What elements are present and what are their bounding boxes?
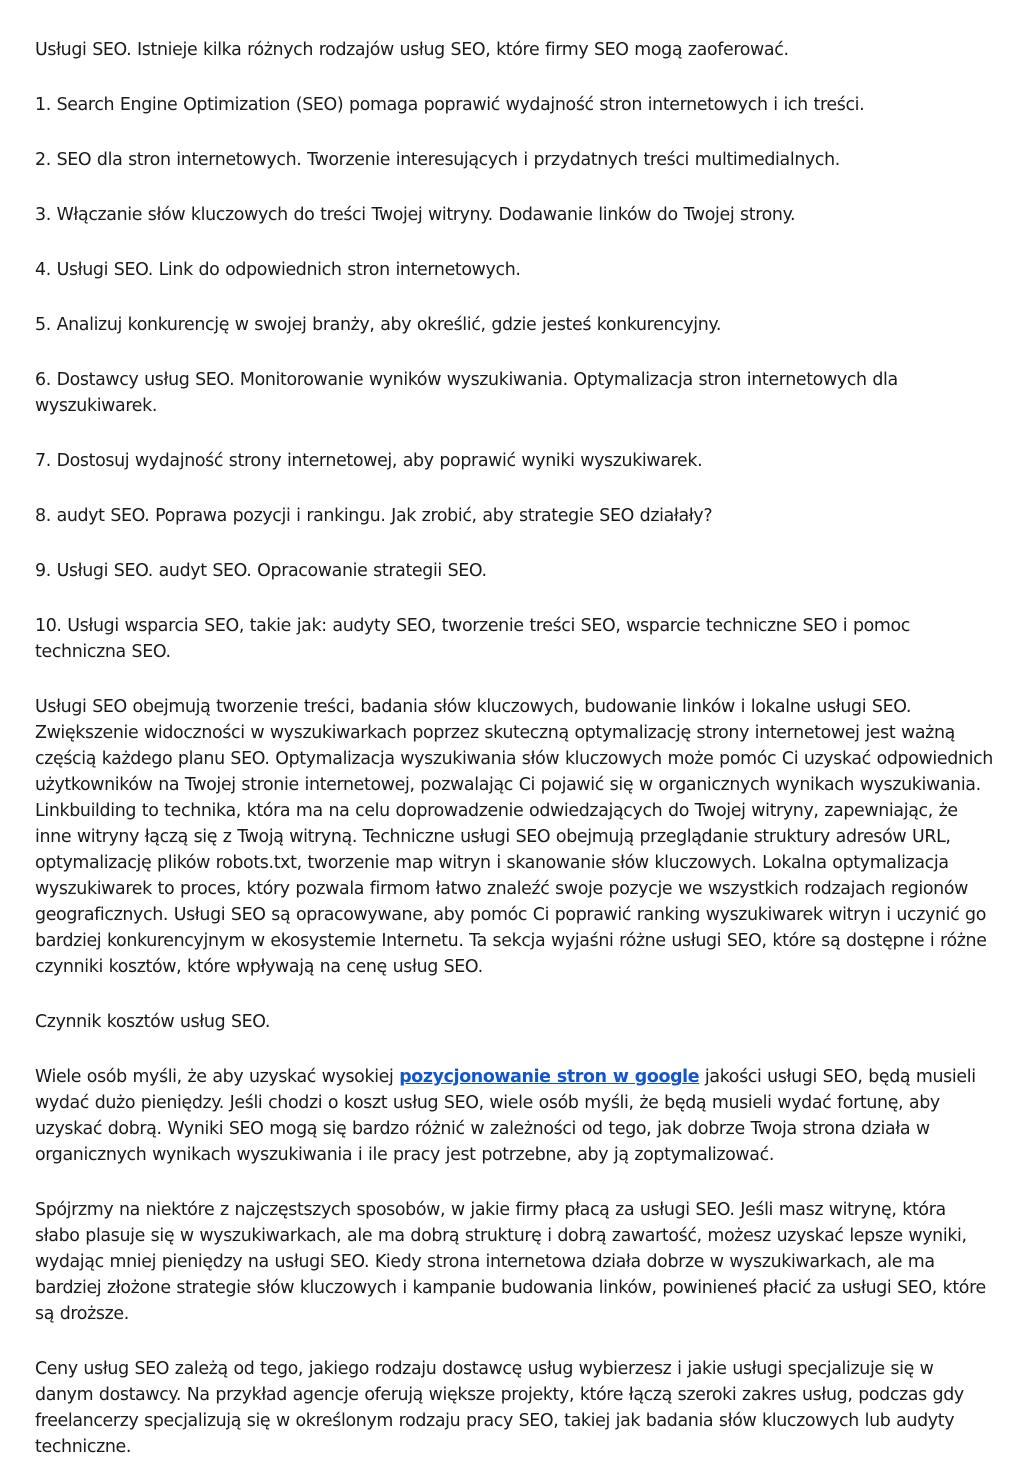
list-item: 2. SEO dla stron internetowych. Tworzenie interesujących i przydatnych treści multimedialnych. [35, 150, 840, 170]
list-item: 10. Usługi wsparcia SEO, takie jak: audyty SEO, tworzenie treści SEO, wsparcie techniczne SEO i pomoc techniczna SEO. [35, 616, 911, 662]
list-item: 7. Dostosuj wydajność strony internetowej, aby poprawić wyniki wyszukiwarek. [35, 451, 703, 471]
intro-paragraph: Usługi SEO. Istnieje kilka różnych rodzajów usług SEO, które firmy SEO mogą zaoferować. [35, 40, 789, 60]
cost-paragraph [35, 1064, 993, 1168]
section-heading: Czynnik kosztów usług SEO. [35, 1012, 271, 1032]
list-item: 3. Włączanie słów kluczowych do treści Twojej witryny. Dodawanie linków do Twojej strony. [35, 205, 796, 225]
list-item: 9. Usługi SEO. audyt SEO. Opracowanie strategii SEO. [35, 561, 487, 581]
seo-google-link[interactable]: pozycjonowanie stron w google [399, 1067, 700, 1087]
list-item: 1. Search Engine Optimization (SEO) pomaga poprawić wydajność stron internetowych i ich treści. [35, 95, 865, 115]
list-item: 5. Analizuj konkurencję w swojej branży, aby określić, gdzie jesteś konkurencyjny. [35, 315, 722, 335]
overview-paragraph: Usługi SEO obejmują tworzenie treści, badania słów kluczowych, budowanie linków i lokalne usługi SEO. Zwiększenie widoczności w wyszukiwarkach poprzez skuteczną optymalizację strony internetowej jest ważną częścią każdego planu SEO. Optymalizacja wyszukiwania słów kluczowych może pomóc Ci uzyskać odpowiednich użytkowników na Twojej stronie internetowej, pozwalając Ci pojawić się w organicznych wynikach wyszukiwania. Linkbuilding to technika, która ma na celu doprowadzenie odwiedzających do Twojej witryny, zapewniając, że inne witryny łączą się z Twoją witryną. Techniczne usługi SEO obejmują przeglądanie struktury adresów URL, optymalizację plików robots.txt, tworzenie map witryn i skanowanie słów kluczowych. Lokalna optymalizacja wyszukiwarek to proces, który pozwala firmom łatwo znaleźć swoje pozycje we wszystkich rodzajach regionów geograficznych. Usługi SEO są opracowywane, aby pomóc Ci poprawić ranking wyszukiwarek witryn i uczynić go bardziej konkurencyjnym w ekosystemie Internetu. Ta sekcja wyjaśni różne usługi SEO, które są dostępne i różne czynniki kosztów, które wpływają na cenę usług SEO. [35, 697, 993, 977]
list-item: 6. Dostawcy usług SEO. Monitorowanie wyników wyszukiwania. Optymalizacja stron internetowych dla wyszukiwarek. [35, 370, 898, 416]
payment-paragraph: Spójrzmy na niektóre z najczęstszych sposobów, w jakie firmy płacą za usługi SEO. Jeśli masz witrynę, która słabo plasuje się w wyszukiwarkach, ale ma dobrą strukturę i dobrą zawartość, możesz uzyskać lepsze wyniki, wydając mniej pieniędzy na usługi SEO. Kiedy strona internetowa działa dobrze w wyszukiwarkach, ale ma bardziej złożone strategie słów kluczowych i kampanie budowania linków, powinieneś płacić za usługi SEO, które są droższe. [35, 1200, 986, 1324]
pricing-paragraph: Ceny usług SEO zależą od tego, jakiego rodzaju dostawcę usług wybierzesz i jakie usługi specjalizuje się w danym dostawcy. Na przykład agencje oferują większe projekty, które łączą szeroki zakres usług, podczas gdy freelancerzy specjalizują się w określonym rodzaju pracy SEO, takiej jak badania słów kluczowych lub audyty techniczne. [35, 1359, 964, 1457]
list-item: 4. Usługi SEO. Link do odpowiednich stron internetowych. [35, 260, 521, 280]
list-item: 8. audyt SEO. Poprawa pozycji i rankingu. Jak zrobić, aby strategie SEO działały? [35, 506, 713, 526]
document-body [35, 37, 993, 1460]
cost-text-after-link: jakości usługi SEO, będą musieli wydać dużo pieniędzy. Jeśli chodzi o koszt usług SEO, wiele osób myśli, że będą musieli wydać fortunę, aby uzyskać dobrą. Wyniki SEO mogą się bardzo różnić w zależności od tego, jak dobrze Twoja strona działa w organicznych wynikach wyszukiwania i ile pracy jest potrzebne, aby ją zoptymalizować. [35, 1067, 976, 1165]
cost-text-before-link: Wiele osób myśli, że aby uzyskać wysokiej [35, 1067, 400, 1087]
